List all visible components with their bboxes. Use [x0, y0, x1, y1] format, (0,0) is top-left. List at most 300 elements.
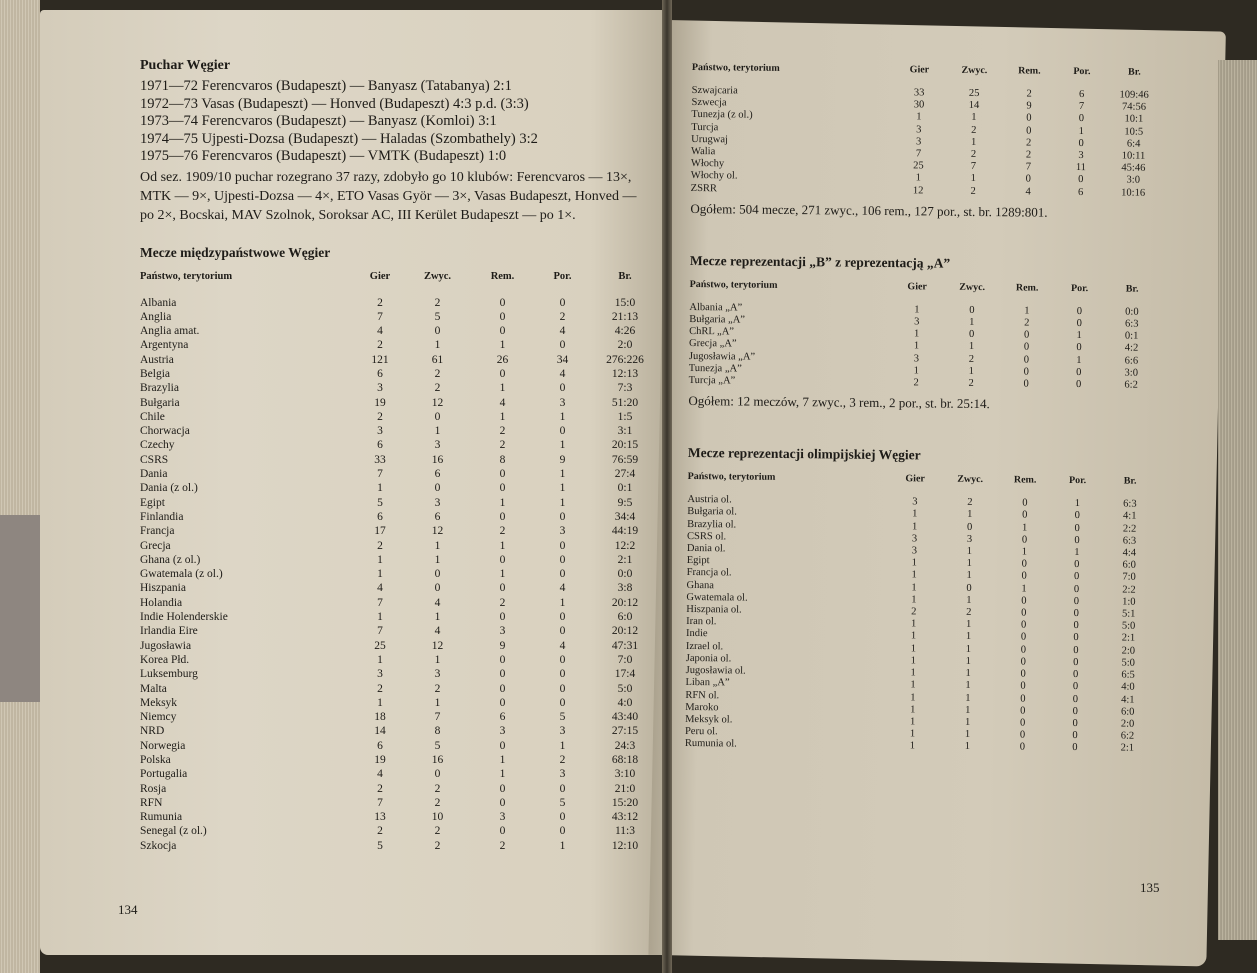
games-cell: 7	[377, 796, 383, 809]
country-cell: Szwajcaria	[691, 84, 738, 97]
wins-cell: 2	[970, 185, 976, 197]
country-cell: Szkocja	[140, 839, 177, 852]
goals-cell: 20:12	[611, 596, 639, 609]
goals-cell: 4:0	[617, 696, 633, 709]
draws-cell: 0	[1020, 619, 1027, 631]
draws-cell: 2	[499, 839, 506, 852]
draws-cell: 0	[1021, 534, 1028, 546]
country-cell: Austria ol.	[687, 494, 732, 506]
draws-cell: 0	[1020, 692, 1026, 705]
table-row	[140, 496, 660, 510]
col-header-wins: Zwyc.	[959, 281, 986, 293]
losses-cell: 0	[1074, 522, 1080, 534]
losses-cell: 0	[559, 811, 566, 824]
country-cell: Chorwacja	[140, 425, 190, 438]
losses-cell: 0	[1074, 510, 1080, 522]
country-cell: Norwegia	[140, 739, 186, 752]
losses-cell: 1	[1074, 547, 1080, 559]
losses-cell: 1	[559, 839, 566, 852]
games-cell: 2	[377, 782, 383, 795]
draws-cell: 3	[499, 625, 506, 638]
country-cell: Urugwaj	[691, 133, 728, 146]
table-row	[140, 696, 660, 710]
goals-cell: 0:0	[617, 568, 633, 581]
wins-cell: 1	[970, 173, 976, 185]
goals-cell: 21:13	[611, 310, 639, 323]
games-cell: 3	[377, 425, 383, 438]
country-cell: Indie	[685, 628, 708, 640]
games-cell: 6	[377, 367, 383, 380]
draws-cell: 0	[1020, 631, 1027, 644]
country-cell: Anglia amat.	[140, 325, 200, 338]
draws-cell: 0	[499, 668, 506, 681]
wins-cell: 1	[434, 696, 441, 709]
games-cell: 1	[910, 667, 916, 679]
country-cell: Grecja	[140, 539, 171, 552]
losses-cell: 0	[559, 825, 566, 838]
table-row	[140, 467, 660, 481]
country-cell: Egipt	[140, 496, 165, 509]
games-cell: 1	[377, 568, 383, 581]
draws-cell: 0	[1020, 644, 1027, 656]
goals-cell: 3:0	[1124, 367, 1139, 379]
country-cell: Bułgaria „A”	[689, 314, 746, 326]
games-cell: 17	[374, 525, 386, 538]
goals-cell: 7:0	[1122, 572, 1136, 584]
losses-cell: 0	[559, 296, 566, 309]
country-cell: Iran ol.	[686, 616, 717, 628]
draws-cell: 2	[499, 525, 506, 538]
draws-cell: 8	[499, 453, 506, 466]
games-cell: 13	[374, 811, 386, 824]
country-cell: Belgia	[140, 367, 171, 380]
draws-cell: 0	[1025, 173, 1031, 185]
country-cell: Jugosławia „A”	[688, 350, 756, 363]
draws-cell: 1	[499, 568, 506, 581]
draws-cell: 2	[499, 439, 506, 452]
games-cell: 7	[377, 310, 383, 323]
olympic-table	[685, 471, 1158, 755]
col-header-games: Gier	[907, 281, 927, 293]
losses-cell: 3	[559, 525, 566, 538]
losses-cell: 0	[559, 510, 566, 523]
country-cell: Turcja	[691, 121, 719, 133]
wins-cell: 1	[966, 594, 972, 606]
country-cell: Bułgaria	[140, 396, 180, 409]
goals-cell: 43:40	[611, 711, 639, 724]
goals-cell: 6:0	[1122, 559, 1137, 571]
country-cell: Brazylia	[140, 382, 179, 395]
games-cell: 30	[913, 99, 925, 111]
games-cell: 4	[377, 582, 383, 595]
wins-cell: 0	[966, 582, 972, 594]
country-cell: Polska	[140, 754, 171, 766]
goals-cell: 4:0	[1121, 681, 1135, 693]
country-cell: ZSRR	[690, 182, 718, 194]
country-cell: Austria	[140, 353, 174, 366]
wins-cell: 14	[968, 100, 980, 112]
goals-cell: 2:2	[1122, 584, 1136, 596]
games-cell: 3	[911, 545, 918, 557]
draws-cell: 0	[1020, 680, 1026, 692]
wins-cell: 2	[434, 839, 441, 852]
games-cell: 1	[377, 653, 383, 666]
wins-cell: 3	[434, 668, 441, 681]
col-header-games: Gier	[369, 270, 391, 282]
table-row	[140, 682, 660, 696]
losses-cell: 6	[1077, 186, 1084, 198]
wins-cell: 1	[966, 570, 972, 582]
country-cell: Meksyk	[140, 696, 178, 709]
draws-cell: 4	[499, 396, 506, 409]
table-row	[140, 310, 660, 324]
country-cell: Ghana (z ol.)	[140, 553, 201, 566]
losses-cell: 0	[1073, 583, 1080, 595]
goals-cell: 76:59	[611, 453, 639, 466]
losses-cell: 0	[1074, 559, 1080, 571]
draws-cell: 0	[1020, 668, 1026, 680]
wins-cell: 3	[434, 439, 441, 452]
wins-cell: 0	[434, 325, 441, 338]
losses-cell: 34	[556, 353, 569, 366]
col-header-country: Państwo, terytorium	[687, 471, 776, 484]
country-cell: Gwatemala (z ol.)	[140, 568, 223, 581]
wins-cell: 1	[968, 365, 974, 377]
goals-cell: 0:1	[1124, 330, 1139, 342]
games-cell: 1	[910, 643, 917, 655]
games-cell: 2	[377, 682, 383, 695]
goals-cell: 11:3	[614, 825, 636, 838]
games-cell: 4	[377, 325, 383, 338]
losses-cell: 0	[559, 625, 566, 638]
losses-cell: 1	[1076, 354, 1082, 366]
table-row	[140, 524, 660, 538]
goals-cell: 109:46	[1119, 89, 1149, 101]
country-cell: CSRS ol.	[686, 530, 727, 543]
games-cell: 1	[910, 679, 916, 691]
draws-cell: 6	[499, 711, 506, 724]
country-cell: Chile	[140, 410, 165, 423]
cup-final-line: 1974—75 Ujpesti-Dozsa (Budapeszt) — Haladas (Szombathely) 3:2	[140, 130, 538, 147]
country-cell: Anglia	[140, 310, 172, 323]
wins-cell: 1	[964, 741, 971, 753]
losses-cell: 0	[1073, 595, 1080, 607]
country-cell: RFN ol.	[685, 689, 720, 701]
b-team-body	[689, 302, 1160, 392]
country-cell: Gwatemala ol.	[686, 591, 748, 604]
draws-cell: 1	[499, 539, 506, 552]
games-cell: 1	[377, 553, 383, 566]
games-cell: 1	[377, 696, 383, 709]
col-header-goals: Br.	[1125, 283, 1139, 295]
country-cell: CSRS	[140, 453, 169, 466]
table-row	[140, 653, 660, 667]
table-row	[140, 767, 660, 781]
goals-cell: 6:5	[1121, 669, 1135, 681]
games-cell: 1	[911, 520, 918, 533]
wins-cell: 1	[970, 136, 977, 148]
draws-cell: 0	[499, 310, 506, 323]
intl-matches-cont-table	[691, 62, 1162, 200]
wins-cell: 1	[966, 545, 973, 558]
goals-cell: 27:15	[611, 725, 639, 738]
losses-cell: 0	[1072, 742, 1078, 754]
goals-cell: 27:4	[614, 468, 636, 481]
draws-cell: 0	[499, 482, 506, 495]
country-cell: Albania „A”	[689, 301, 743, 314]
games-cell: 1	[910, 618, 917, 630]
wins-cell: 1	[965, 680, 971, 692]
table-row	[140, 453, 660, 467]
losses-cell: 1	[559, 596, 566, 609]
wins-cell: 1	[964, 729, 971, 741]
left-page-content	[140, 58, 660, 853]
games-cell: 2	[377, 539, 383, 552]
goals-cell: 276:226	[606, 353, 644, 366]
games-cell: 1	[909, 740, 916, 752]
games-cell: 2	[377, 410, 383, 423]
draws-cell: 2	[1026, 88, 1032, 100]
draws-cell: 2	[499, 425, 506, 438]
goals-cell: 15:20	[611, 796, 639, 809]
intl-matches-title: Mecze międzypaństwowe Węgier	[140, 244, 331, 260]
table-row	[140, 481, 660, 495]
goals-cell: 3:1	[617, 425, 633, 438]
col-header-goals: Br.	[1128, 66, 1141, 78]
draws-cell: 0	[1019, 717, 1026, 729]
draws-cell: 1	[499, 496, 506, 509]
intl-matches-table	[140, 271, 660, 854]
country-cell: Malta	[140, 682, 167, 695]
draws-cell: 0	[1023, 329, 1030, 341]
wins-cell: 16	[431, 453, 444, 466]
losses-cell: 4	[559, 639, 566, 652]
col-header-wins: Zwyc.	[423, 270, 452, 282]
col-header-goals: Br.	[1123, 475, 1137, 487]
col-header-wins: Zwyc.	[961, 64, 988, 77]
games-cell: 3	[915, 136, 922, 148]
country-cell: Walia	[691, 146, 716, 158]
wins-cell: 0	[434, 410, 441, 423]
wins-cell: 0	[434, 582, 441, 595]
goals-cell: 12:13	[611, 367, 639, 380]
wins-cell: 7	[970, 161, 977, 173]
draws-cell: 2	[1024, 317, 1030, 329]
country-cell: Hiszpania ol.	[686, 604, 742, 616]
games-cell: 1	[916, 111, 922, 123]
table-row	[140, 367, 660, 381]
col-header-country: Państwo, terytorium	[691, 62, 780, 74]
wins-cell: 1	[971, 112, 977, 124]
draws-cell: 0	[499, 653, 506, 666]
losses-cell: 0	[559, 782, 566, 795]
wins-cell: 2	[434, 682, 441, 695]
wins-cell: 6	[434, 510, 441, 523]
page-number-left: 134	[118, 902, 138, 917]
losses-cell: 1	[1078, 125, 1084, 137]
draws-cell: 0	[1019, 729, 1026, 741]
losses-cell: 0	[559, 611, 566, 624]
goals-cell: 3:10	[614, 768, 636, 781]
draws-cell: 0	[1023, 366, 1029, 378]
cup-summary: Od sez. 1909/10 puchar rozegrano 37 razy, zdobyło go 10 klubów: Ferencvaros — 13×, MTK — 9×, Ujpesti-Dozsa — 4×, ETO Vasas Györ — 3×, Vasas Budapeszt, Honved — po 2×, Bocskai, MAV Szolnok, Soroksar AC, III Kerület Budapeszt — po 1×.	[140, 169, 637, 223]
right-page-content	[685, 62, 1162, 755]
country-cell: Maroko	[685, 701, 719, 714]
country-cell: NRD	[140, 725, 165, 738]
games-cell: 5	[377, 839, 383, 852]
country-cell: Luksemburg	[140, 668, 198, 681]
goals-cell: 24:3	[614, 739, 636, 752]
games-cell: 1	[912, 508, 918, 520]
wins-cell: 2	[434, 796, 441, 809]
draws-cell: 0	[1023, 378, 1029, 390]
country-cell: Francja ol.	[686, 567, 732, 579]
col-header-draws: Rem.	[490, 270, 515, 282]
goals-cell: 43:12	[611, 811, 639, 824]
wins-cell: 1	[965, 655, 971, 667]
wins-cell: 1	[434, 553, 441, 566]
goals-cell: 10:11	[1121, 150, 1146, 162]
games-cell: 121	[371, 353, 389, 366]
country-cell: Jugosławia ol.	[685, 665, 746, 677]
losses-cell: 3	[559, 396, 566, 409]
col-header-games: Gier	[905, 473, 925, 485]
country-cell: Finlandia	[140, 510, 184, 523]
losses-cell: 0	[1076, 366, 1082, 378]
games-cell: 1	[909, 716, 916, 728]
draws-cell: 0	[499, 739, 506, 752]
table-row	[140, 539, 660, 553]
losses-cell: 0	[1072, 730, 1078, 742]
goals-cell: 45:46	[1121, 162, 1146, 174]
losses-cell: 0	[1075, 379, 1082, 391]
draws-cell: 0	[499, 296, 506, 309]
losses-cell: 0	[1073, 644, 1079, 656]
table-row	[140, 782, 660, 796]
losses-cell: 11	[1075, 162, 1087, 174]
losses-cell: 1	[559, 468, 566, 481]
draws-cell: 1	[499, 339, 506, 352]
games-cell: 1	[911, 594, 917, 606]
draws-cell: 0	[1021, 595, 1027, 607]
draws-cell: 1	[1021, 522, 1028, 534]
games-cell: 1	[915, 172, 921, 184]
goals-cell: 0:0	[1125, 306, 1139, 318]
losses-cell: 3	[559, 725, 566, 738]
table-row	[140, 839, 660, 853]
country-cell: Włochy ol.	[690, 170, 738, 182]
country-cell: Rumunia	[140, 811, 183, 824]
draws-cell: 7	[1025, 161, 1032, 173]
table-row	[140, 438, 660, 452]
losses-cell: 0	[1073, 608, 1079, 620]
cup-final-line: 1973—74 Ferencvaros (Budapeszt) — Banyasz (Komloi) 3:1	[140, 113, 497, 129]
goals-cell: 34:4	[614, 510, 636, 523]
losses-cell: 4	[559, 582, 566, 595]
book-gutter	[662, 0, 672, 973]
goals-cell: 21:0	[614, 782, 636, 795]
table-row	[140, 796, 660, 810]
draws-cell: 0	[499, 682, 506, 695]
goals-cell: 4:1	[1121, 694, 1135, 706]
games-cell: 2	[377, 296, 383, 309]
goals-cell: 1:0	[1122, 596, 1136, 608]
losses-cell: 1	[559, 496, 566, 509]
goals-cell: 15:0	[614, 296, 636, 309]
table-row	[140, 667, 660, 681]
wins-cell: 0	[434, 768, 441, 781]
country-cell: Francja	[140, 525, 175, 538]
draws-cell: 0	[1026, 125, 1032, 137]
draws-cell: 3	[499, 725, 506, 738]
games-cell: 1	[910, 630, 917, 642]
cup-finals	[140, 78, 660, 166]
goals-cell: 6:2	[1120, 730, 1135, 742]
goals-cell: 20:15	[611, 439, 639, 452]
table-header-row	[140, 271, 660, 296]
wins-cell: 2	[968, 377, 974, 390]
losses-cell: 0	[1073, 632, 1079, 644]
goals-cell: 6:0	[1120, 706, 1135, 718]
losses-cell: 1	[559, 739, 566, 752]
goals-cell: 10:1	[1124, 113, 1144, 126]
wins-cell: 2	[434, 382, 441, 395]
col-header-country: Państwo, terytorium	[140, 270, 233, 282]
right-page-edge	[1218, 60, 1257, 940]
games-cell: 7	[915, 148, 922, 160]
country-cell: Egipt	[686, 555, 710, 567]
games-cell: 3	[912, 496, 918, 508]
games-cell: 6	[377, 739, 383, 752]
country-cell: Tunezja „A”	[688, 362, 742, 375]
table-row	[140, 824, 660, 838]
wins-cell: 6	[434, 468, 441, 481]
goals-cell: 5:0	[1121, 657, 1135, 669]
games-cell: 3	[916, 123, 922, 136]
games-cell: 3	[377, 668, 383, 681]
draws-cell: 0	[499, 696, 506, 709]
country-cell: Irlandia Eire	[140, 625, 198, 638]
losses-cell: 1	[559, 439, 566, 452]
wins-cell: 1	[969, 316, 975, 329]
table-row	[140, 739, 660, 753]
losses-cell: 0	[1076, 318, 1082, 330]
wins-cell: 1	[965, 692, 971, 704]
goals-cell: 5:0	[617, 682, 633, 695]
losses-cell: 0	[1072, 717, 1078, 729]
col-header-goals: Br.	[618, 270, 632, 282]
losses-cell: 0	[559, 653, 566, 666]
draws-cell: 0	[1023, 354, 1030, 366]
losses-cell: 0	[1072, 705, 1078, 717]
goals-cell: 51:20	[611, 396, 639, 409]
wins-cell: 16	[431, 754, 444, 766]
table-row	[140, 724, 660, 738]
goals-cell: 12:10	[611, 839, 639, 852]
wins-cell: 1	[965, 619, 972, 631]
country-cell: Brazylia ol.	[687, 518, 737, 531]
table-row	[140, 596, 660, 610]
country-cell: Czechy	[140, 439, 175, 452]
losses-cell: 0	[559, 568, 566, 581]
draws-cell: 1	[499, 754, 506, 766]
draws-cell: 0	[499, 325, 506, 338]
col-header-wins: Zwyc.	[957, 474, 984, 486]
table-row	[140, 610, 660, 624]
cup-final-line: 1972—73 Vasas (Budapeszt) — Honved (Budapeszt) 4:3 p.d. (3:3)	[140, 95, 529, 112]
intl-matches-summary: Ogółem: 504 mecze, 271 zwyc., 106 rem., 127 por., st. br. 1289:801.	[690, 200, 1048, 220]
losses-cell: 5	[559, 796, 566, 809]
